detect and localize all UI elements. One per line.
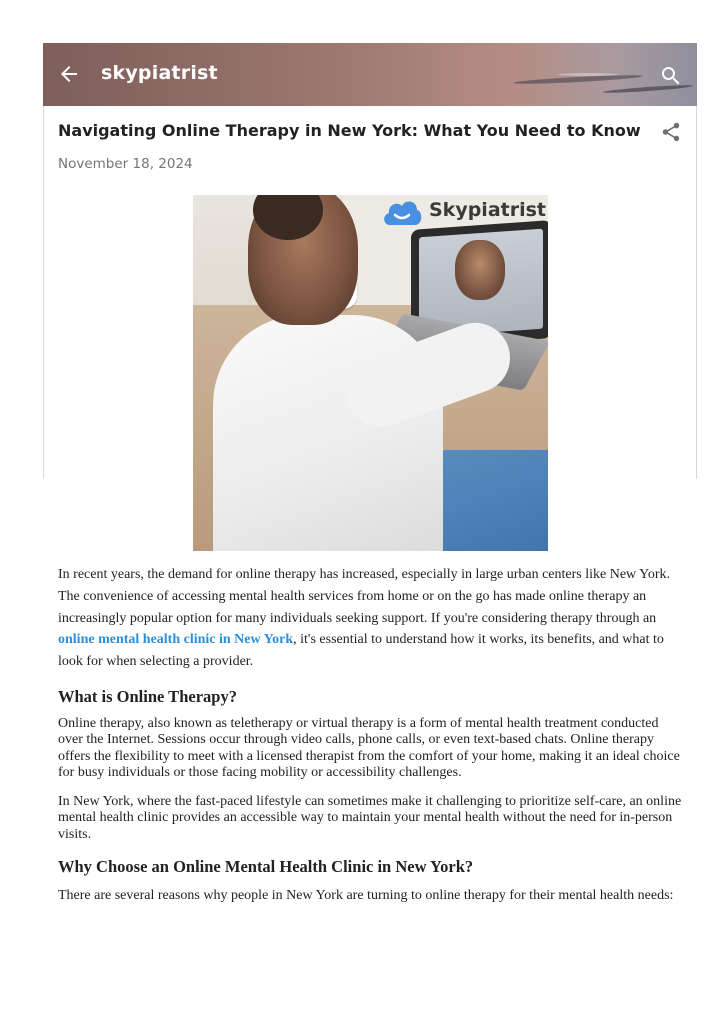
section-heading-why: Why Choose an Online Mental Health Clinic in New York? <box>58 857 474 877</box>
post-body <box>58 564 684 904</box>
cloud-logo-icon <box>381 197 423 227</box>
intro-text-before: In recent years, the demand for online therapy has increased, especially in large urban centers like New York. The convenience of accessing mental health services from home or on the go has made online therapy an increasingly popular option for many individuals seeking support. If you're considering therapy through an <box>58 567 671 626</box>
image-therapist <box>455 240 505 300</box>
share-icon <box>660 121 682 143</box>
image-logo-text: Skypiatrist <box>429 199 546 221</box>
search-icon <box>659 64 683 88</box>
back-button[interactable] <box>57 62 81 86</box>
intro-paragraph <box>58 564 684 673</box>
share-button[interactable] <box>660 121 682 143</box>
section-heading-what: What is Online Therapy? <box>58 686 237 706</box>
post-card <box>43 43 697 958</box>
section-paragraph: In New York, where the fast-paced lifestyle can sometimes make it challenging to prioritize self-care, an online mental health clinic provides an accessible way to maintain your mental health without the need for in-person visits. <box>58 794 682 842</box>
clinic-link[interactable]: online mental health clinic in New York <box>58 632 294 648</box>
post-title: Navigating Online Therapy in New York: What You Need to Know <box>58 121 641 140</box>
card-border-right <box>696 43 697 479</box>
section-paragraph: Online therapy, also known as teletherapy or virtual therapy is a form of mental health treatment conducted over the Internet. Sessions occur through video calls, phone calls, or even text-based chats. Online therapy offers the flexibility to meet with a licensed therapist from the comfort of your home, making it an ideal choice for busy individuals or those facing mobility or accessibility challenges. <box>58 715 680 780</box>
arrow-left-icon <box>57 62 81 86</box>
section-paragraph: There are several reasons why people in New York are turning to online therapy for their mental health needs: <box>58 888 674 904</box>
post-date: November 18, 2024 <box>58 156 193 172</box>
post-hero-image <box>193 195 548 551</box>
card-border-left <box>43 43 44 479</box>
blog-title[interactable]: skypiatrist <box>101 62 218 84</box>
search-button[interactable] <box>659 64 683 88</box>
intro-text-after: , it's essential to understand how it works, its benefits, and what to look for when selecting a provider. <box>58 632 664 670</box>
header-cloud <box>558 73 618 76</box>
blog-header <box>43 43 697 106</box>
